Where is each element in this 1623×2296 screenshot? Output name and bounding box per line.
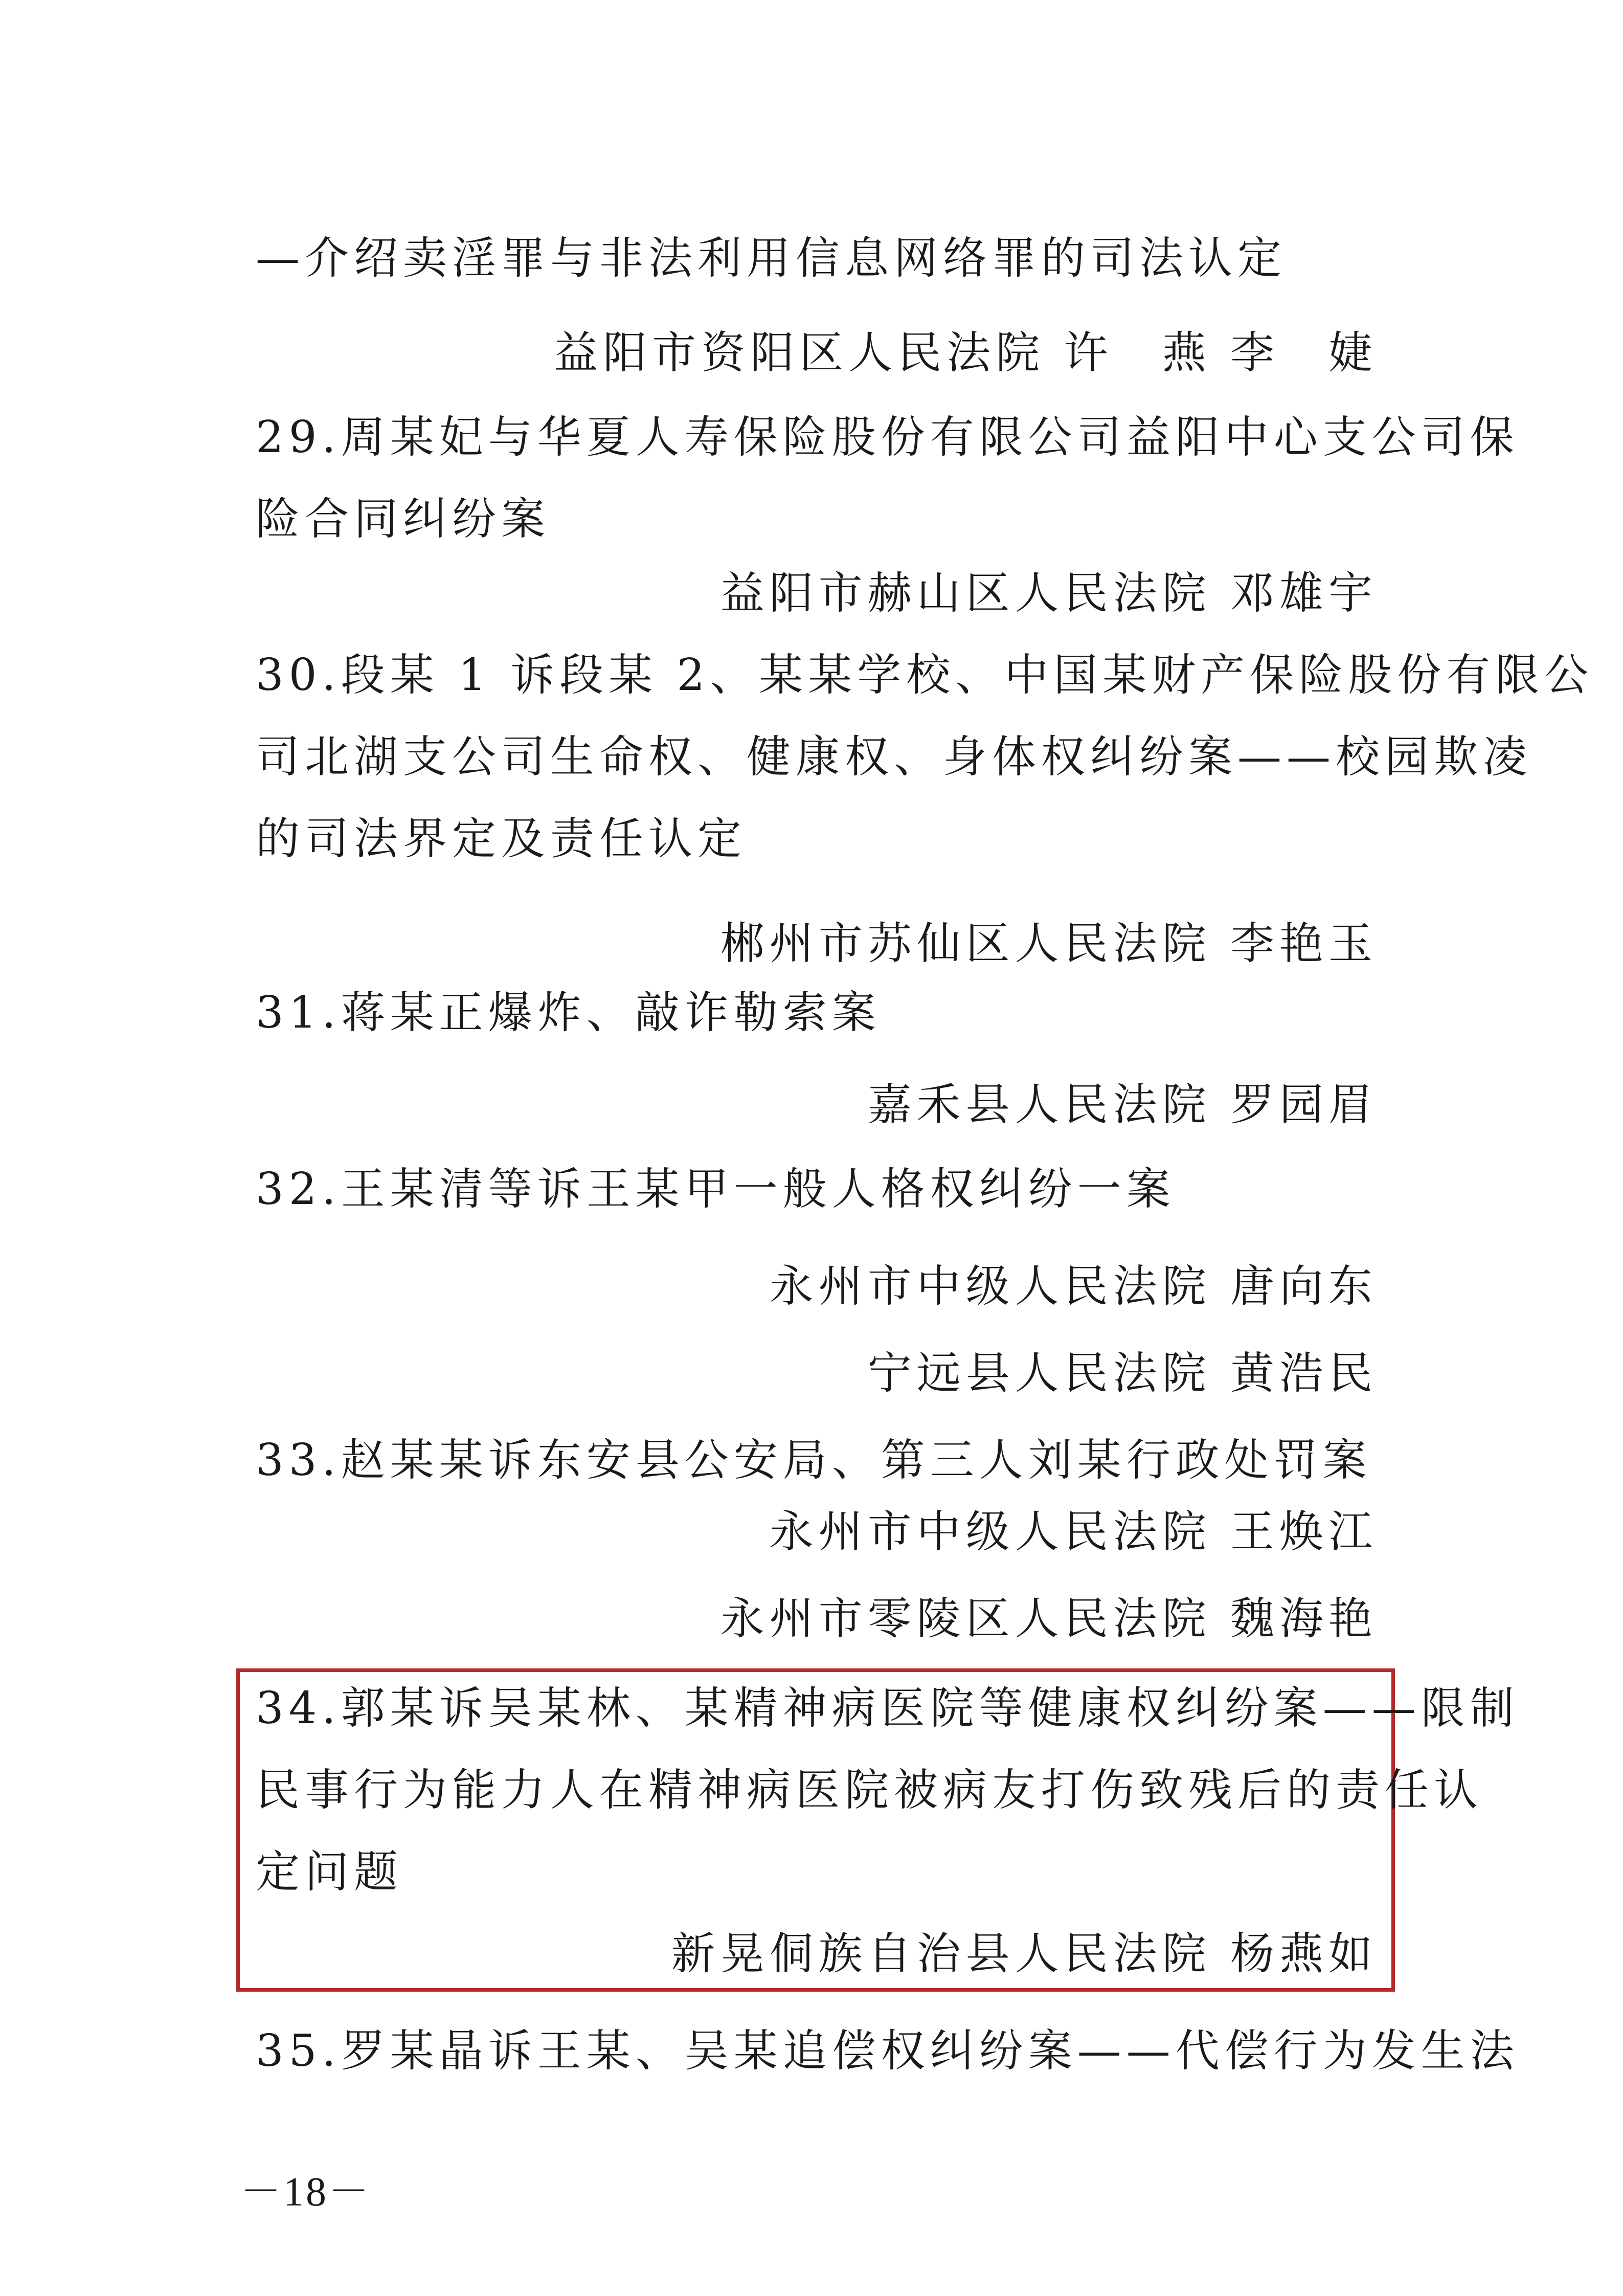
case-28-title-continuation: —介绍卖淫罪与非法利用信息网络罪的司法认定	[256, 233, 1287, 284]
case-32-court-2: 宁远县人民法院 黄浩民	[867, 1348, 1378, 1399]
case-34-title-line-2: 民事行为能力人在精神病医院被病友打伤致残后的责任认	[256, 1765, 1483, 1816]
case-33-court-2: 永州市零陵区人民法院 魏海艳	[720, 1593, 1378, 1644]
case-29-title-line-2: 险合同纠纷案	[256, 494, 550, 545]
case-34-title-line-1: 34.郭某诉吴某林、某精神病医院等健康权纠纷案——限制	[256, 1683, 1519, 1734]
case-29-title-line-1: 29.周某妃与华夏人寿保险股份有限公司益阳中心支公司保	[256, 412, 1519, 463]
case-35-title-line-1: 35.罗某晶诉王某、吴某追偿权纠纷案——代偿行为发生法	[256, 2025, 1519, 2077]
case-28-court: 益阳市资阳区人民法院 许 燕 李 婕	[554, 327, 1378, 378]
case-29-court: 益阳市赫山区人民法院 邓雄宇	[720, 568, 1378, 619]
case-30-title-line-1: 30.段某 1 诉段某 2、某某学校、中国某财产保险股份有限公	[256, 650, 1594, 701]
case-32-court-1: 永州市中级人民法院 唐向东	[769, 1261, 1378, 1312]
page-number: －18－	[240, 2170, 371, 2215]
case-34-title-line-3: 定问题	[256, 1846, 403, 1898]
case-30-title-line-2: 司北湖支公司生命权、健康权、身体权纠纷案——校园欺凌	[256, 731, 1532, 783]
case-33-title: 33.赵某某诉东安县公安局、第三人刘某行政处罚案	[256, 1435, 1372, 1486]
case-33-court-1: 永州市中级人民法院 王焕江	[769, 1506, 1378, 1557]
case-31-court: 嘉禾县人民法院 罗园眉	[867, 1079, 1378, 1130]
case-32-title: 32.王某清等诉王某甲一般人格权纠纷一案	[256, 1164, 1176, 1215]
case-34-court: 新晃侗族自治县人民法院 杨燕如	[671, 1928, 1378, 1979]
case-30-title-line-3: 的司法界定及责任认定	[256, 813, 747, 864]
case-30-court: 郴州市苏仙区人民法院 李艳玉	[720, 918, 1378, 969]
case-31-title: 31.蒋某正爆炸、敲诈勒索案	[256, 987, 881, 1038]
